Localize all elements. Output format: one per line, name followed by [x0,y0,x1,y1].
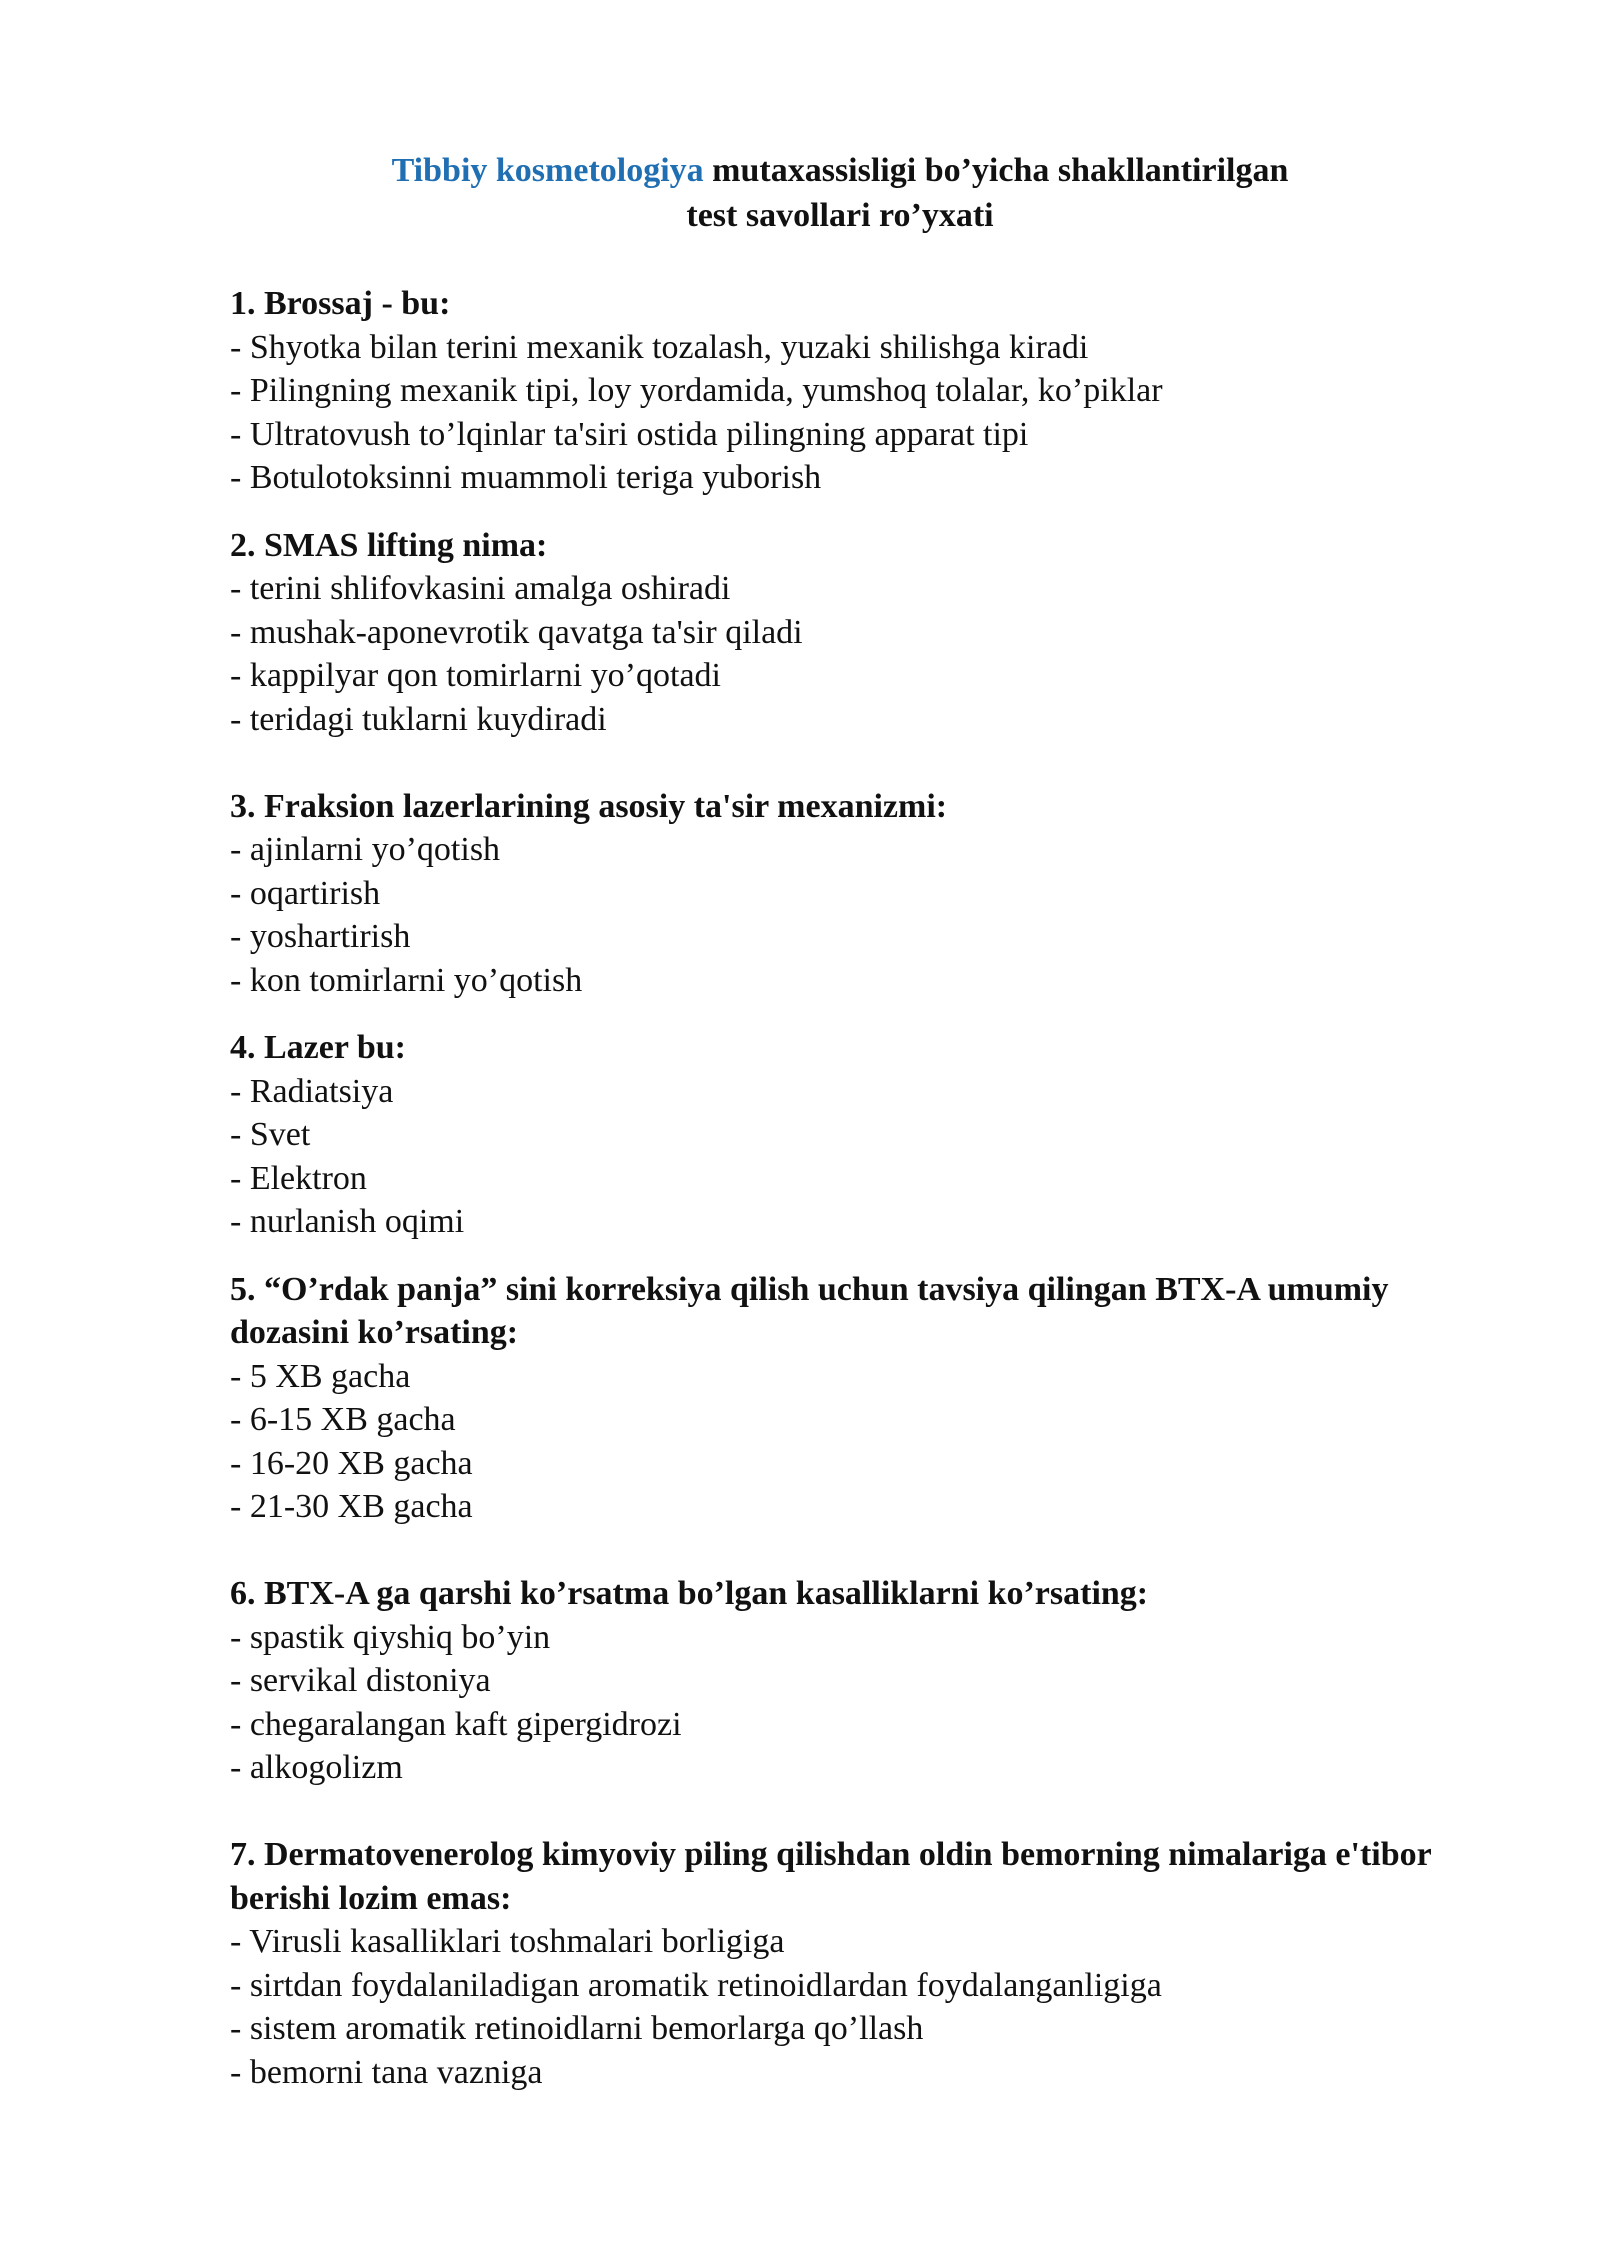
answer-option: - 16-20 XB gacha [230,1444,473,1482]
answer-option: - Pilingning mexanik tipi, loy yordamida, yumshoq tolalar, ko’piklar [230,372,1163,409]
question-2 [230,524,1490,742]
answer-options [230,1616,1490,1790]
question-1 [230,282,1490,500]
title-rest: mutaxassisligi bo’yicha shakllantirilgan [712,152,1289,189]
answer-option: - Botulotoksinni muammoli teriga yuborish [230,459,822,496]
answer-option: - mushak-aponevrotik qavatga ta'sir qiladi [230,613,803,651]
answer-option: - kappilyar qon tomirlarni yo’qotadi [230,657,721,694]
question-text: 2. SMAS lifting nima: [230,526,548,564]
document-title [230,148,1450,238]
answer-options [230,326,1490,500]
question-text: 6. BTX-A ga qarshi ko’rsatma bo’lgan kasalliklarni ko’rsating: [230,1575,1149,1612]
question-5 [230,1268,1490,1529]
answer-option: - yoshartirish [230,918,411,955]
title-line-1 [230,148,1450,193]
answer-options [230,1920,1490,2094]
question-7 [230,1833,1490,2094]
question-text: 7. Dermatovenerolog kimyoviy piling qilishdan oldin bemorning nimalariga e'tibor berishi lozim emas: [230,1836,1432,1917]
answer-option: - Radiatsiya [230,1072,394,1110]
answer-option: - Svet [230,1116,311,1153]
answer-option: - Ultratovush to’lqinlar ta'siri ostida pilingning apparat tipi [230,415,1029,453]
title-line-2: test savollari ro’yxati [686,197,994,234]
answer-option: - Virusli kasalliklari toshmalari borligiga [230,1923,785,1960]
answer-option: - oqartirish [230,874,381,912]
answer-options [230,567,1490,741]
question-text: 1. Brossaj - bu: [230,285,451,322]
answer-option: - nurlanish oqimi [230,1203,465,1240]
answer-option: - sirtdan foydalaniladigan aromatik retinoidlardan foydalanganligiga [230,1966,1162,2004]
question-list [230,282,1490,2094]
question-text: 5. “O’rdak panja” sini korreksiya qilish uchun tavsiya qilingan BTX-A umumiy dozasini ko’rsating: [230,1270,1389,1351]
answer-option: - terini shlifovkasini amalga oshiradi [230,570,731,607]
answer-option: - spastik qiyshiq bo’yin [230,1618,551,1656]
answer-option: - kon tomirlarni yo’qotish [230,961,583,999]
answer-option: - servikal distoniya [230,1662,491,1699]
answer-option: - Shyotka bilan terini mexanik tozalash, yuzaki shilishga kiradi [230,328,1089,366]
question-text: 3. Fraksion lazerlarining asosiy ta'sir mexanizmi: [230,787,948,825]
answer-option: - alkogolizm [230,1749,403,1786]
answer-option: - chegaralangan kaft gipergidrozi [230,1705,682,1743]
answer-option: - bemorni tana vazniga [230,2053,543,2091]
title-accent: Tibbiy kosmetologiya [391,152,704,189]
answer-options [230,1070,1490,1244]
question-3 [230,785,1490,1003]
answer-options [230,828,1490,1002]
question-6 [230,1572,1490,1790]
answer-option: - 6-15 XB gacha [230,1401,456,1438]
answer-option: - teridagi tuklarni kuydiradi [230,700,607,738]
answer-option: - sistem aromatik retinoidlarni bemorlarga qo’llash [230,2010,924,2047]
question-4 [230,1026,1490,1244]
answer-option: - Elektron [230,1159,367,1197]
answer-option: - 21-30 XB gacha [230,1488,473,1525]
answer-options [230,1355,1490,1529]
question-text: 4. Lazer bu: [230,1029,406,1066]
answer-option: - 5 XB gacha [230,1357,411,1395]
answer-option: - ajinlarni yo’qotish [230,831,501,868]
